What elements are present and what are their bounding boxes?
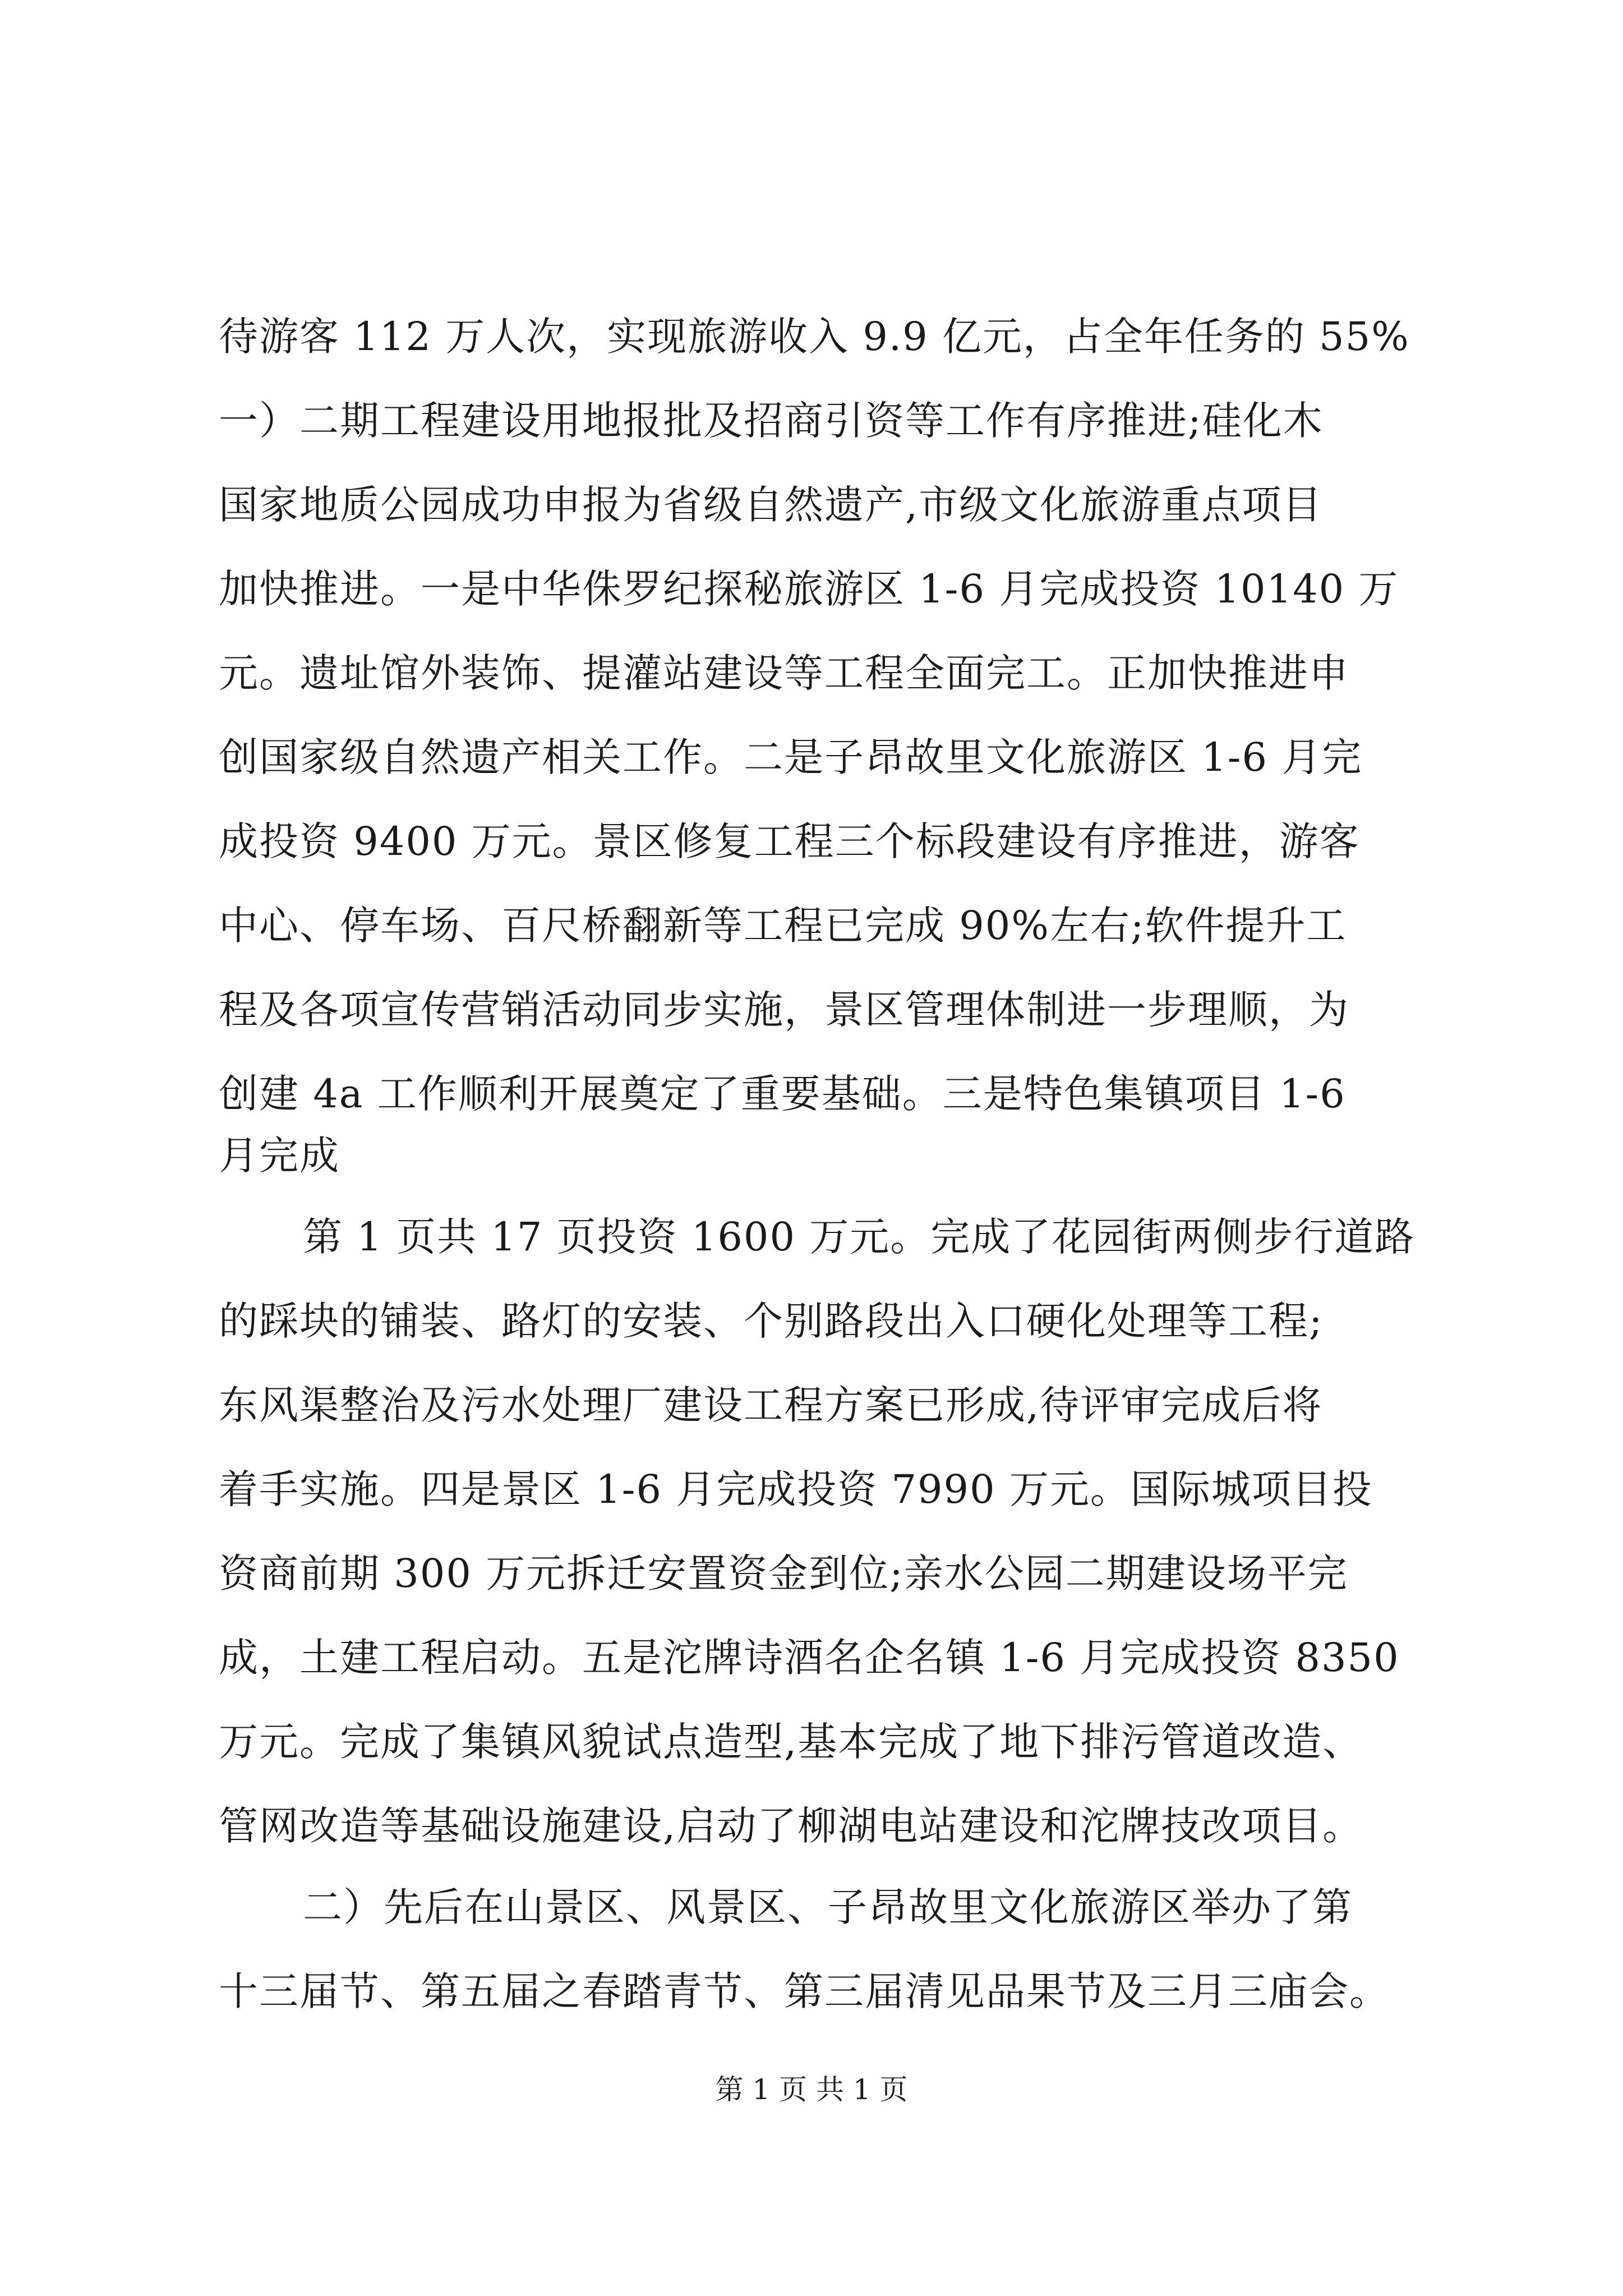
text-line: 资商前期 300 万元拆迁安置资金到位;亲水公园二期建设场平完	[219, 1550, 1348, 1596]
text-line: 元。遗址馆外装饰、提灌站建设等工程全面完工。正加快推进申	[219, 650, 1349, 696]
text-line: 成，土建工程启动。五是沱牌诗酒名企名镇 1-6 月完成投资 8350	[219, 1635, 1400, 1681]
text-line: 月完成	[219, 1133, 340, 1179]
paragraph-first-line: 第 1 页共 17 页投资 1600 万元。完成了花园街两侧步行道路	[303, 1214, 1415, 1260]
text-line: 东风渠整治及污水处理厂建设工程方案已形成,待评审完成后将	[219, 1382, 1323, 1428]
text-line: 十三届节、第五届之春踏青节、第三届清见品果节及三月三庙会。	[219, 1968, 1390, 2014]
text-line: 创建 4a 工作顺利开展奠定了重要基础。三是特色集镇项目 1-6	[219, 1071, 1346, 1117]
paragraph-first-line: 二）先后在山景区、风景区、子昂故里文化旅游区举办了第	[303, 1884, 1353, 1930]
text-line: 万元。完成了集镇风貌试点造型,基本完成了地下排污管道改造、	[219, 1719, 1363, 1765]
text-line: 管网改造等基础设施建设,启动了柳湖电站建设和沱牌技改项目。	[219, 1803, 1363, 1849]
text-line: 程及各项宣传营销活动同步实施，景区管理体制进一步理顺，为	[219, 987, 1349, 1033]
text-line: 一）二期工程建设用地报批及招商引资等工作有序推进;硅化木	[219, 398, 1324, 444]
text-line: 着手实施。四是景区 1-6 月完成投资 7990 万元。国际城项目投	[219, 1466, 1373, 1512]
text-line: 国家地质公园成功申报为省级自然遗产,市级文化旅游重点项目	[219, 482, 1323, 528]
page-footer: 第 1 页 共 1 页	[715, 2073, 908, 2106]
text-line: 待游客 112 万人次，实现旅游收入 9.9 亿元，占全年任务的 55%	[219, 314, 1410, 360]
text-line: 创国家级自然遗产相关工作。二是子昂故里文化旅游区 1-6 月完	[219, 734, 1363, 780]
text-line: 的踩块的铺装、路灯的安装、个别路段出入口硬化处理等工程;	[219, 1298, 1324, 1344]
text-line: 加快推进。一是中华侏罗纪探秘旅游区 1-6 月完成投资 10140 万	[219, 566, 1399, 612]
text-line: 中心、停车场、百尺桥翻新等工程已完成 90%左右;软件提升工	[219, 903, 1347, 949]
text-line: 成投资 9400 万元。景区修复工程三个标段建设有序推进，游客	[219, 818, 1360, 864]
